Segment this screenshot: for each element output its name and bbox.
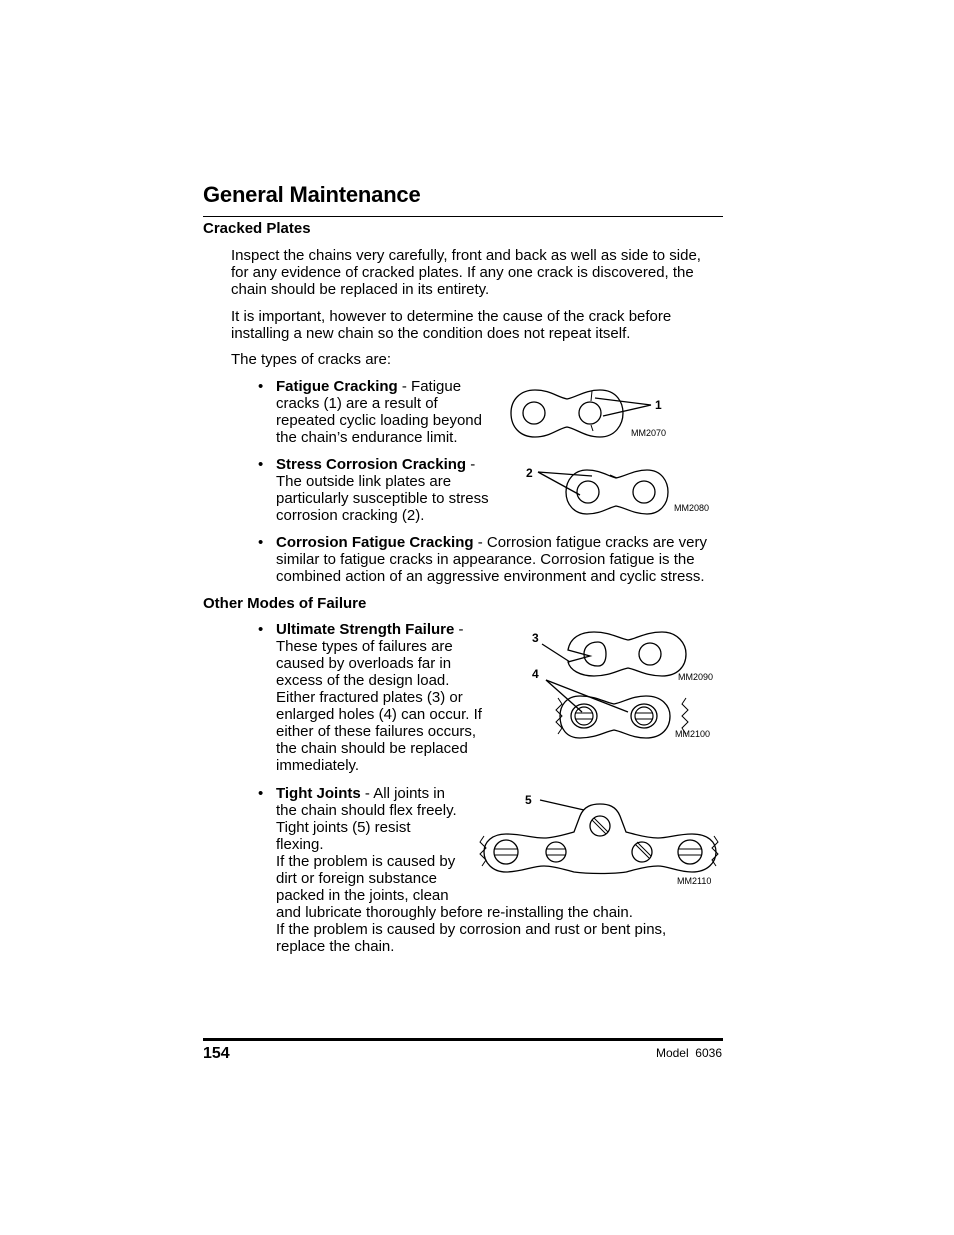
figure-stress-corrosion (522, 462, 717, 522)
chain-pin (575, 707, 593, 725)
bullet-glyph: • (258, 621, 264, 638)
callout-leader (542, 644, 570, 662)
bullet-text: - All joints in (360, 785, 445, 802)
text-line: the chain’s endurance limit. (276, 429, 458, 446)
section-heading-other-modes: Other Modes of Failure (203, 595, 367, 612)
figure-code: MM2090 (678, 672, 714, 682)
figure-enlarged-holes (528, 672, 723, 747)
link-plate (511, 390, 623, 437)
bullet-glyph: • (258, 456, 264, 473)
bullet-corrosion-fatigue (276, 534, 726, 585)
bullet-text: - (466, 456, 476, 473)
model-label: Model 6036 (655, 1046, 722, 1060)
callout-number: 5 (525, 793, 532, 807)
plate-hole (584, 642, 606, 666)
text-line: enlarged holes (4) can occur. If (276, 706, 482, 723)
text-line: the chain should flex freely. (276, 802, 457, 819)
callout-leader (538, 472, 580, 495)
callout-number: 3 (532, 631, 539, 645)
bullet-term: Tight Joints (276, 785, 361, 802)
text-line: flexing. (276, 836, 324, 853)
plate-hole (633, 481, 655, 503)
text-line: similar to fatigue cracks in appearance. Corrosion fatigue is the (276, 551, 695, 568)
text-line: If the problem is caused by corrosion and rust or bent pins, (276, 921, 667, 938)
text-line: It is important, however to determine the cause of the crack before (231, 308, 672, 325)
figure-fatigue-crack (505, 385, 685, 445)
page-title: General Maintenance (203, 182, 421, 207)
text-line: caused by overloads far in (276, 655, 452, 672)
bullet-term: Fatigue Cracking (276, 378, 398, 395)
break-line (480, 836, 486, 866)
bullet-stress-corrosion (276, 456, 516, 524)
text-line: corrosion cracking (2). (276, 507, 425, 524)
footer-rule (203, 1038, 723, 1041)
bullet-text: - (454, 621, 464, 638)
plate-hole (523, 402, 545, 424)
section-heading-cracked-plates: Cracked Plates (203, 220, 311, 237)
bullet-term: Corrosion Fatigue Cracking (276, 534, 474, 551)
paragraph-inspect (231, 247, 726, 298)
plate-hole (579, 402, 601, 424)
text-line: installing a new chain so the condition does not repeat itself. (231, 325, 631, 342)
callout-leader (538, 472, 592, 476)
figure-code: MM2100 (675, 729, 711, 739)
text-line: The outside link plates are (276, 473, 452, 490)
bullet-ultimate-strength (276, 621, 511, 774)
break-line (556, 698, 562, 734)
pin-line (592, 820, 606, 834)
crack-mark (591, 391, 592, 401)
callout-leader (595, 398, 651, 405)
bullet-glyph: • (258, 785, 264, 802)
chain-pin (678, 840, 702, 864)
bullet-term: Stress Corrosion Cracking (276, 456, 467, 473)
tight-joint-pin (590, 816, 610, 836)
plate-hole (639, 643, 661, 665)
paragraph-cause (231, 308, 726, 342)
chain-pin (546, 842, 566, 862)
bullet-fatigue-cracking (276, 378, 511, 446)
text-line: either of these failures occurs, (276, 723, 477, 740)
text-line: replace the chain. (276, 938, 395, 955)
callout-leader (603, 405, 651, 416)
callout-leader (540, 800, 584, 810)
title-rule (203, 216, 723, 217)
text-line: repeated cyclic loading beyond (276, 412, 482, 429)
link-plate (566, 470, 668, 514)
chain-pin (494, 840, 518, 864)
callout-number: 2 (526, 466, 533, 480)
text-line: chain should be replaced in its entirety. (231, 281, 490, 298)
text-line: Inspect the chains very carefully, front and back as well as side to side, (231, 247, 701, 264)
figure-tight-joints (470, 792, 725, 887)
pin-line (635, 844, 649, 858)
text-line: for any evidence of cracked plates. If any one crack is discovered, the (231, 264, 694, 281)
text-line: Either fractured plates (3) or (276, 689, 463, 706)
callout-number: 4 (532, 667, 539, 681)
bullet-term: Ultimate Strength Failure (276, 621, 455, 638)
text-line: Tight joints (5) resist (276, 819, 411, 836)
text-line: excess of the design load. (276, 672, 450, 689)
bullet-glyph: • (258, 534, 264, 551)
paragraph-types: The types of cracks are: (231, 351, 392, 368)
plate-hole (577, 481, 599, 503)
bullet-glyph: • (258, 378, 264, 395)
link-plate (568, 632, 686, 676)
figure-code: MM2110 (677, 876, 712, 886)
text-line: If the problem is caused by (276, 853, 456, 870)
text-line: dirt or foreign substance (276, 870, 437, 887)
text-line: These types of failures are (276, 638, 453, 655)
chain-pin (635, 707, 653, 725)
text-line: and lubricate thoroughly before re-installing the chain. (276, 904, 633, 921)
text-line: packed in the joints, clean (276, 887, 449, 904)
bullet-text: - Fatigue (397, 378, 462, 395)
text-line: particularly susceptible to stress (276, 490, 489, 507)
figure-code: MM2080 (674, 503, 710, 513)
callout-number: 1 (655, 398, 662, 412)
text-line: the chain should be replaced (276, 740, 468, 757)
bullet-text: - Corrosion fatigue cracks are very (473, 534, 707, 551)
figure-code: MM2070 (631, 428, 667, 438)
chain-pin (632, 842, 652, 862)
chain-outline (484, 804, 716, 874)
text-line: combined action of an aggressive environment and cyclic stress. (276, 568, 705, 585)
pin-line (594, 818, 608, 832)
text-line: immediately. (276, 757, 360, 774)
text-line: cracks (1) are a result of (276, 395, 438, 412)
crack-mark (591, 425, 593, 431)
page-number: 154 (203, 1045, 230, 1062)
